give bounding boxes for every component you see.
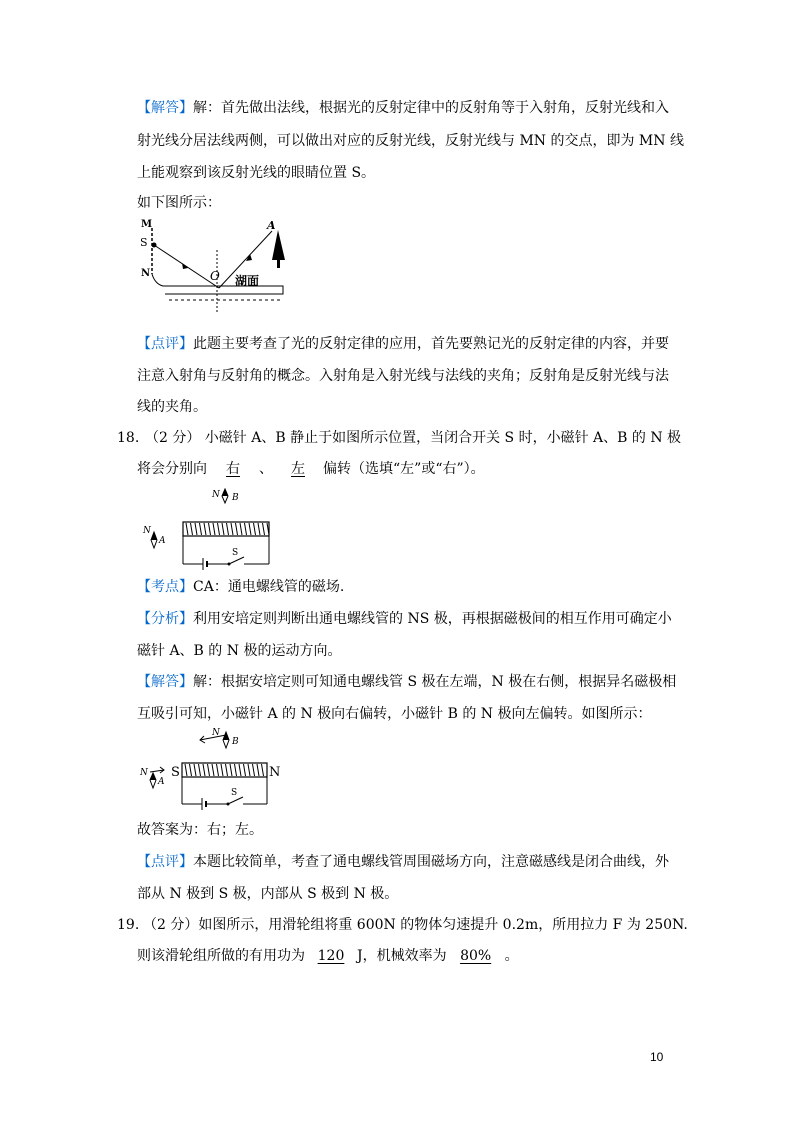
- label-s: S: [140, 236, 148, 249]
- q19-blank-1: 120: [317, 948, 345, 964]
- q18-line-1: （2 分） 小磁针 A、B 静止于如图所示位置，当闭合开关 S 时，小磁针 A、B 的 N 极: [145, 430, 682, 446]
- q17-comment-line-2: 注意入射角与反射角的概念。入射角是入射光线与法线的夹角；反射角是反射光线与法: [137, 368, 669, 384]
- q18-blank-2: 左: [291, 461, 305, 477]
- q18-comment-line-1: 【点评】本题比较简单，考查了通电螺线管周围磁场方向，注意磁感线是闭合曲线，外: [137, 854, 669, 870]
- q17-answer-line-4: 如下图所示：: [137, 195, 221, 211]
- answer-tag: 【解答】: [137, 674, 193, 690]
- q17-answer-line-3: 上能观察到该反射光线的眼睛位置 S。: [137, 165, 376, 181]
- svg-text:N: N: [140, 768, 148, 778]
- q17-answer-line-1: 【解答】解：首先做出法线，根据光的反射定律中的反射角等于入射角，反射光线和入: [137, 100, 669, 116]
- q17-comment-line-3: 线的夹角。: [137, 399, 207, 415]
- svg-text:S: S: [231, 788, 238, 798]
- svg-text:S: S: [171, 765, 180, 780]
- q17-comment-line-1: 【点评】此题主要考查了光的反射定律的应用，首先要熟记光的反射定律的内容，并要: [137, 336, 669, 352]
- analysis-tag: 【分析】: [137, 611, 193, 627]
- page-number: 10: [650, 1050, 664, 1064]
- svg-text:N: N: [212, 490, 220, 500]
- label-m: M: [141, 219, 153, 230]
- label-lake: 湖面: [235, 274, 260, 288]
- svg-text:N: N: [143, 526, 151, 536]
- q18-answer-line-1: 【解答】解：根据安培定则可知通电螺线管 S 极在左端，N 极在右侧，根据异名磁极相: [137, 674, 677, 690]
- svg-text:S: S: [232, 548, 239, 558]
- solenoid-answer-diagram: [138, 726, 288, 808]
- label-n: N: [141, 268, 151, 279]
- svg-text:B: B: [232, 493, 239, 503]
- comment-tag: 【点评】: [137, 854, 193, 870]
- q18-comment-line-2: 部从 N 极到 S 极，内部从 S 极到 N 极。: [137, 886, 399, 902]
- q19-line-1: （2 分）如图所示，用滑轮组将重 600N 的物体匀速提升 0.2m，所用拉力 F 为 250N.: [143, 917, 688, 933]
- label-o: O: [210, 269, 220, 283]
- point-tag: 【考点】: [137, 579, 193, 595]
- q18-number: 18.: [117, 430, 140, 446]
- solenoid-diagram: [140, 484, 280, 574]
- q18-line-2: 将会分别向 右 、 左 偏转（选填“左”或“右”）。: [137, 461, 485, 477]
- q19-number: 19.: [117, 917, 140, 933]
- svg-text:B: B: [232, 737, 239, 747]
- svg-text:A: A: [159, 536, 166, 546]
- svg-text:N: N: [269, 765, 281, 780]
- q18-analysis-line-1: 【分析】利用安培定则判断出通电螺线管的 NS 极，再根据磁极间的相互作用可确定小: [137, 611, 672, 627]
- q18-point-line: 【考点】CA：通电螺线管的磁场.: [137, 579, 345, 595]
- q17-answer-line-2: 射光线分居法线两侧，可以做出对应的反射光线，反射光线与 MN 的交点，即为 MN 线: [137, 133, 684, 149]
- q18-answer-line-2: 互吸引可知，小磁针 A 的 N 极向右偏转，小磁针 B 的 N 极向左偏转。如图所示：: [137, 706, 652, 722]
- reflection-diagram: [135, 214, 305, 314]
- answer-tag: 【解答】: [137, 100, 193, 116]
- svg-text:N: N: [212, 728, 220, 738]
- q18-blank-1: 右: [226, 461, 240, 477]
- q18-analysis-line-2: 磁针 A、B 的 N 极的运动方向。: [137, 643, 342, 659]
- q19-blank-2: 80%: [460, 948, 492, 964]
- svg-text:A: A: [158, 777, 165, 787]
- comment-tag: 【点评】: [137, 336, 193, 352]
- label-a: A: [267, 219, 276, 232]
- q18-final-answer: 故答案为：右；左。: [137, 822, 263, 838]
- q19-line-2: 则该滑轮组所做的有用功为 120 J，机械效率为 80% 。: [137, 948, 519, 964]
